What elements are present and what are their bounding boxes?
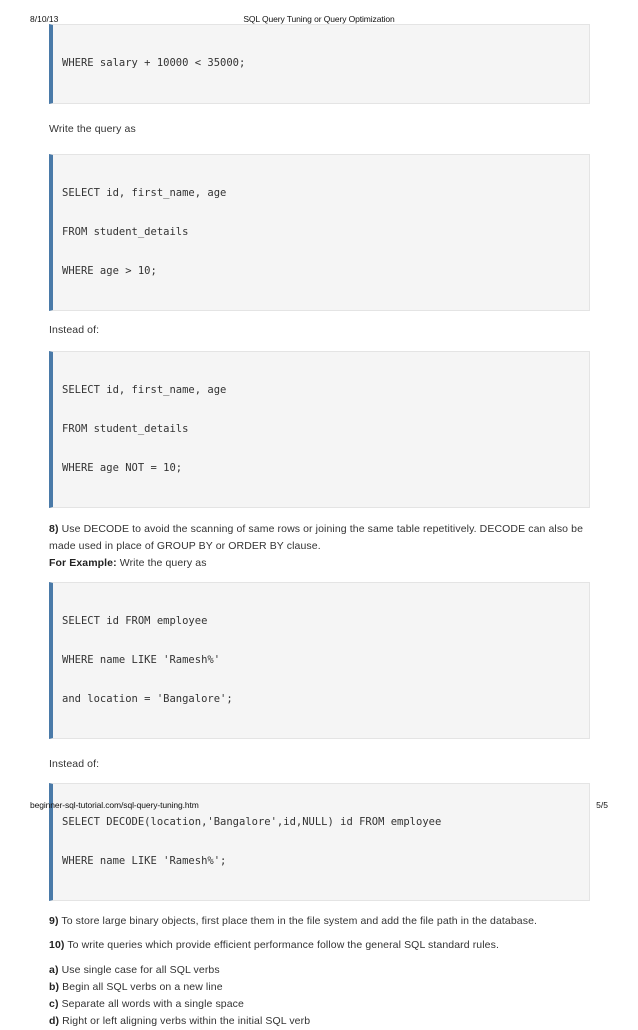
rule-text: Right or left aligning verbs within the initial SQL verb — [62, 1015, 311, 1027]
rule-item — [49, 962, 590, 979]
example-text: Write the query as — [119, 557, 207, 569]
tip-number: 10) — [49, 939, 65, 951]
code-block — [49, 24, 590, 104]
rule-item — [49, 979, 590, 996]
code-line: FROM student_details — [62, 423, 189, 435]
page-number: 5/5 — [596, 800, 608, 810]
rule-label: b) — [49, 981, 60, 993]
source-url: beginner-sql-tutorial.com/sql-query-tuning.htm — [30, 800, 199, 810]
rule-item — [49, 996, 590, 1013]
code-block — [49, 582, 590, 739]
code-line: and location = 'Bangalore'; — [62, 693, 233, 705]
tip-paragraph — [49, 913, 590, 930]
print-date: 8/10/13 — [30, 14, 59, 24]
code-block — [49, 154, 590, 311]
tip-number: 8) — [49, 523, 59, 535]
rule-item — [49, 1013, 590, 1030]
tip-text: Use DECODE to avoid the scanning of same rows or joining the same table repetitively. DECODE can also be — [61, 523, 584, 535]
example-paragraph — [49, 555, 590, 572]
rule-text: Begin all SQL verbs on a new line — [62, 981, 223, 993]
tip-text: To store large binary objects, first place them in the file system and add the file path in the database. — [61, 915, 538, 927]
code-line: WHERE name LIKE 'Ramesh%'; — [62, 855, 227, 867]
code-line: FROM student_details — [62, 226, 189, 238]
tip-paragraph — [49, 937, 590, 954]
paragraph: Write the query as — [49, 123, 136, 135]
tip-number: 9) — [49, 915, 59, 927]
code-line: WHERE salary + 10000 < 35000; — [62, 57, 246, 69]
code-line: WHERE age > 10; — [62, 265, 157, 277]
rule-label: d) — [49, 1015, 60, 1027]
rule-text: Use single case for all SQL verbs — [61, 964, 220, 976]
rule-text: Separate all words with a single space — [61, 998, 244, 1010]
paragraph: made used in place of GROUP BY or ORDER BY clause. — [49, 540, 321, 552]
code-line: SELECT id, first_name, age — [62, 384, 227, 396]
example-label: For Example: — [49, 557, 117, 569]
tip-text: To write queries which provide efficient performance follow the general SQL standard rules. — [67, 939, 499, 951]
tip-paragraph — [49, 521, 590, 538]
code-line: WHERE age NOT = 10; — [62, 462, 183, 474]
paragraph: Instead of: — [49, 758, 100, 770]
code-line: SELECT DECODE(location,'Bangalore',id,NULL) id FROM employee — [62, 816, 442, 828]
code-block — [49, 351, 590, 508]
article-content — [49, 24, 590, 1030]
print-page-title: SQL Query Tuning or Query Optimization — [243, 14, 395, 24]
rule-label: a) — [49, 964, 59, 976]
paragraph: Instead of: — [49, 324, 100, 336]
code-line: WHERE name LIKE 'Ramesh%' — [62, 654, 221, 666]
print-footer — [0, 800, 638, 812]
code-line: SELECT id FROM employee — [62, 615, 208, 627]
rule-label: c) — [49, 998, 59, 1010]
code-line: SELECT id, first_name, age — [62, 187, 227, 199]
